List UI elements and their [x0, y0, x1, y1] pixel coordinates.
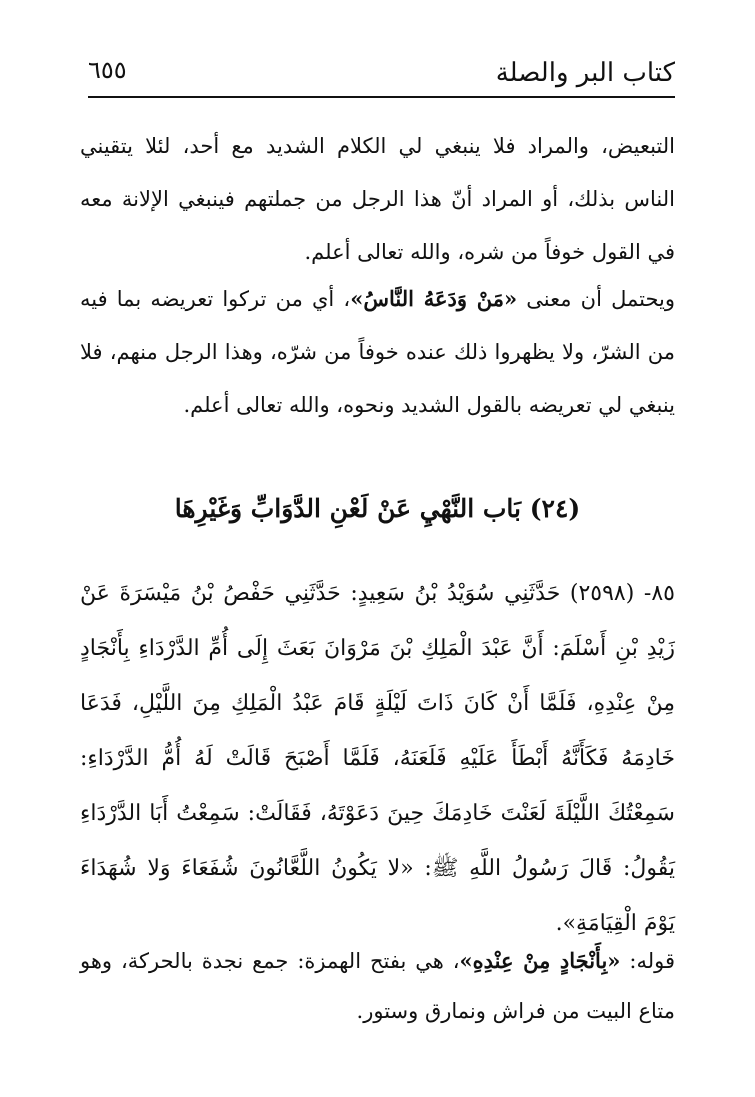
- commentary-paragraph-1: التبعيض، والمراد فلا ينبغي لي الكلام الشديد مع أحد، لئلا يتقيني الناس بذلك، أو المراد أنّ هذا الرجل من جملتهم فينبغي الإلانة معه في القول خوفاً من شره، والله تعالى أعلم.: [80, 134, 675, 264]
- note-text: ، هي بفتح الهمزة: جمع نجدة بالحركة، وهو متاع البيت من فراش ونمارق وستور.: [80, 949, 675, 1023]
- page-number: ٦٥٥: [88, 56, 127, 84]
- explanatory-note: [80, 936, 675, 1036]
- hadith-text: ٨٥- (٢٥٩٨) حَدَّثَنِي سُوَيْدُ بْنُ سَعِيدٍ: حَدَّثَنِي حَفْصُ بْنُ مَيْسَرَةَ عَنْ زَيْدِ بْنِ أَسْلَمَ: أَنَّ عَبْدَ الْمَلِكِ بْنَ مَرْوَانَ بَعَثَ إِلَى أُمِّ الدَّرْدَاءِ بِأَنْجَادٍ مِنْ عِنْدِهِ، فَلَمَّا أَنْ كَانَ ذَاتَ لَيْلَةٍ قَامَ عَبْدُ الْمَلِكِ مِنَ اللَّيْلِ، فَدَعَا خَادِمَهُ فَكَأَنَّهُ أَبْطَأَ عَلَيْهِ فَلَعَنَهُ، فَلَمَّا أَصْبَحَ قَالَتْ لَهُ أُمُّ الدَّرْدَاءِ: سَمِعْتُكَ اللَّيْلَةَ لَعَنْتَ خَادِمَكَ حِينَ دَعَوْتَهُ، فَقَالَتْ: سَمِعْتُ أَبَا الدَّرْدَاءِ يَقُولُ: قَالَ رَسُولُ اللَّهِ ﷺ: «لا يَكُونُ اللَّعَّانُونَ شُفَعَاءَ وَلا شُهَدَاءَ يَوْمَ الْقِيَامَةِ».: [80, 581, 675, 936]
- chapter-heading: (٢٤) بَاب النَّهْيِ عَنْ لَعْنِ الدَّوَابِّ وَغَيْرِهَا: [174, 494, 581, 523]
- book-title: كتاب البر والصلة: [495, 58, 675, 88]
- page-header: [88, 52, 675, 98]
- commentary-text: ويحتمل أن معنى: [517, 287, 676, 311]
- commentary-text: ، أي من تركوا تعريضه بما فيه من الشرّ، ولا يظهروا ذلك عنده خوفاً من شرّه، وهذا الرجل منهم، فلا ينبغي لي تعريضه بالقول الشديد ونحوه، والله تعالى أعلم.: [80, 287, 675, 417]
- note-quoted-phrase: «بِأَنْجَادٍ مِنْ عِنْدِهِ»: [459, 948, 621, 973]
- quoted-phrase: «مَنْ وَدَعَهُ النَّاسُ»: [350, 286, 518, 311]
- commentary-paragraph-2: [80, 272, 675, 432]
- note-text: قوله:: [620, 949, 675, 973]
